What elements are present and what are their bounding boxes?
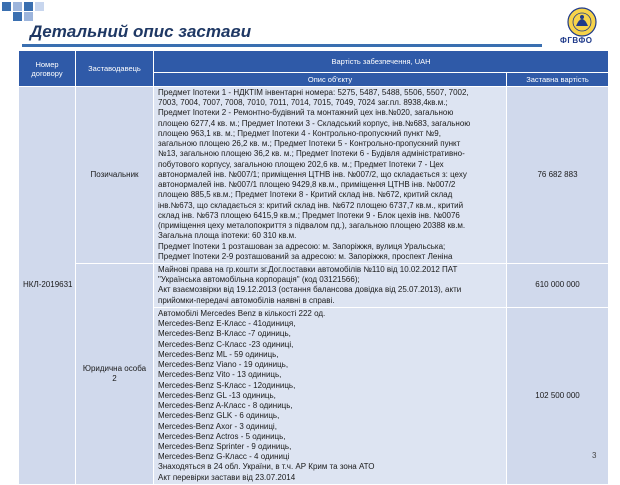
description-line: Предмет Іпотеки 2-9 розташований за адресою: м. Запоріжжя, проспект Леніна: [158, 251, 453, 261]
description-line: Предмет Іпотеки 1 розташован за адресою: м. Запоріжжя, вулиця Уральська;: [158, 241, 446, 251]
page-title: Детальний опис застави: [30, 22, 252, 41]
page-number: 3: [592, 451, 597, 460]
description-line: Предмет Іпотеки 2 - Ремонтно-будівний та монтажний цех інв.№020, загальною: [158, 108, 454, 118]
description-line: прийомки-передачі автомобілів наявні в справі.: [158, 295, 335, 305]
logo-text: ФГВФО: [560, 36, 593, 45]
description-line: загальною площею 26,2 кв. м.; Предмет Іпотеки 5 - Контрольно-пропускний пункт: [158, 139, 461, 149]
description-line: побутового корпусу, загальною площею 202,6 кв. м.; Предмет Іпотеки 7 - Цех: [158, 159, 444, 169]
description-line: Майнові права на гр.кошти зг.Дог.поставки автомобілів №110 від 10.02.2012 ПАТ: [158, 264, 458, 274]
description-line: Mercedes-Benz ML - 59 одиниць,: [158, 349, 279, 359]
description-line: (приміщення цеху металопокриття з підвалом пд.), загальною площею 20388 кв.м.: [158, 221, 466, 231]
collateral-table: [18, 50, 609, 485]
table-row: [19, 87, 609, 264]
description-line: Mercedes-Benz Actros - 5 одиниць,: [158, 431, 286, 441]
pledge-value-cell: 610 000 000: [507, 263, 609, 307]
header-pledge-value: Заставна вартість: [507, 73, 609, 87]
description-line: №13, загальною площею 36,2 кв. м.; Предмет Іпотеки 6 - Будівля адміністративно-: [158, 149, 465, 159]
decorative-squares: [0, 0, 60, 22]
description-line: автонормалей інв. №007/1 площею 9429,8 кв.м., приміщення ЦТНВ інв. №007/2: [158, 180, 456, 190]
header-collateral-value: Вартість забезпечення, UAH: [154, 51, 609, 73]
description-line: Mercedes-Benz G-Класс - 4 одиниці: [158, 452, 290, 462]
description-line: автонормалей інв. №007/1; приміщення ЦТНВ інв. №007/2, що складається з: цеху: [158, 169, 467, 179]
description-line: Знаходяться в 24 обл. України, в т.ч. АР Крим та зона АТО: [158, 462, 375, 472]
description-line: Предмет Іпотеки 1 - НДКТІМ інвентарні номера: 5275, 5487, 5488, 5506, 5507, 7002,: [158, 88, 469, 97]
description-line: Mercedes-Benz GLK - 6 одиниць,: [158, 411, 280, 421]
description-line: Загальна площа іпотеки: 60 310 кв.м.: [158, 231, 297, 241]
contract-number-cell: НКЛ-2019631: [19, 87, 76, 485]
title-underline: [22, 44, 542, 47]
description-line: Mercedes-Benz Axor - 3 одиниці,: [158, 421, 277, 431]
description-line: Mercedes-Benz E-Класс - 41одиниця,: [158, 319, 296, 329]
table-row: [19, 263, 609, 307]
pledgor-cell: Позичальник: [76, 87, 154, 264]
description-line: Mercedes-Benz GL -13 одиниць,: [158, 390, 276, 400]
description-line: склад інв. №673 площею 6415,9 кв.м.; Предмет Іпотеки 9 - Блок цехів інв. №0076: [158, 210, 460, 220]
header-pledgor: Заставодавець: [76, 51, 154, 87]
description-line: Mercedes-Benz Viano - 19 одиниць,: [158, 360, 289, 370]
description-line: "Українська автомобільна корпорація" (код 03121566);: [158, 275, 360, 285]
pledge-value-cell: 76 682 883: [507, 87, 609, 264]
description-line: інв.№673, що складається з: критий склад інв. №672 площею 6737,7 кв.м., критий: [158, 200, 464, 210]
description-line: Mercedes-Benz S-Класс - 12одиниць,: [158, 380, 296, 390]
description-line: Автомобілі Mercedes Benz в кількості 222 од.: [158, 308, 326, 318]
description-line: площею 885,5 кв.м.; Предмет Іпотеки 8 - Критий склад інв. №672, критий склад: [158, 190, 453, 200]
header-object-desc: Опис об'єкту: [154, 73, 507, 87]
description-line: площею 6277,4 кв. м.; Предмет Іпотеки 3 - Складський корпус, інв.№683, загальною: [158, 118, 471, 128]
description-line: Mercedes-Benz Sprinter - 9 одиниць,: [158, 441, 292, 451]
object-description-cell: [154, 307, 507, 484]
description-line: Акт взаємозвірки від 19.12.2013 (остання балансова довідка від 25.07.2013), акти: [158, 285, 462, 295]
pledge-value-cell: 102 500 000: [507, 307, 609, 484]
description-line: 7003, 7004, 7007, 7008, 7010, 7011, 7014, 7015, 7049, 7024 заг.пл. 8938,4кв.м.;: [158, 98, 448, 108]
description-line: Mercedes-Benz A-Класс - 8 одиниць,: [158, 401, 293, 411]
description-line: Mercedes-Benz C-Класс -23 одиниці,: [158, 339, 294, 349]
object-description-cell: [154, 263, 507, 307]
description-line: площею 963,1 кв. м.; Предмет Іпотеки 4 - Контрольно-пропускний пункт №9,: [158, 128, 441, 138]
pledgor-cell: Юридична особа 2: [76, 263, 154, 484]
header-contract-no: Номер договору: [19, 51, 76, 87]
description-line: Акт перевірки застави від 23.07.2014: [158, 472, 296, 482]
description-line: Mercedes-Benz B-Класс -7 одиниць,: [158, 329, 291, 339]
description-line: Mercedes-Benz Vito - 13 одиниць,: [158, 370, 282, 380]
object-description-cell: [154, 87, 507, 264]
